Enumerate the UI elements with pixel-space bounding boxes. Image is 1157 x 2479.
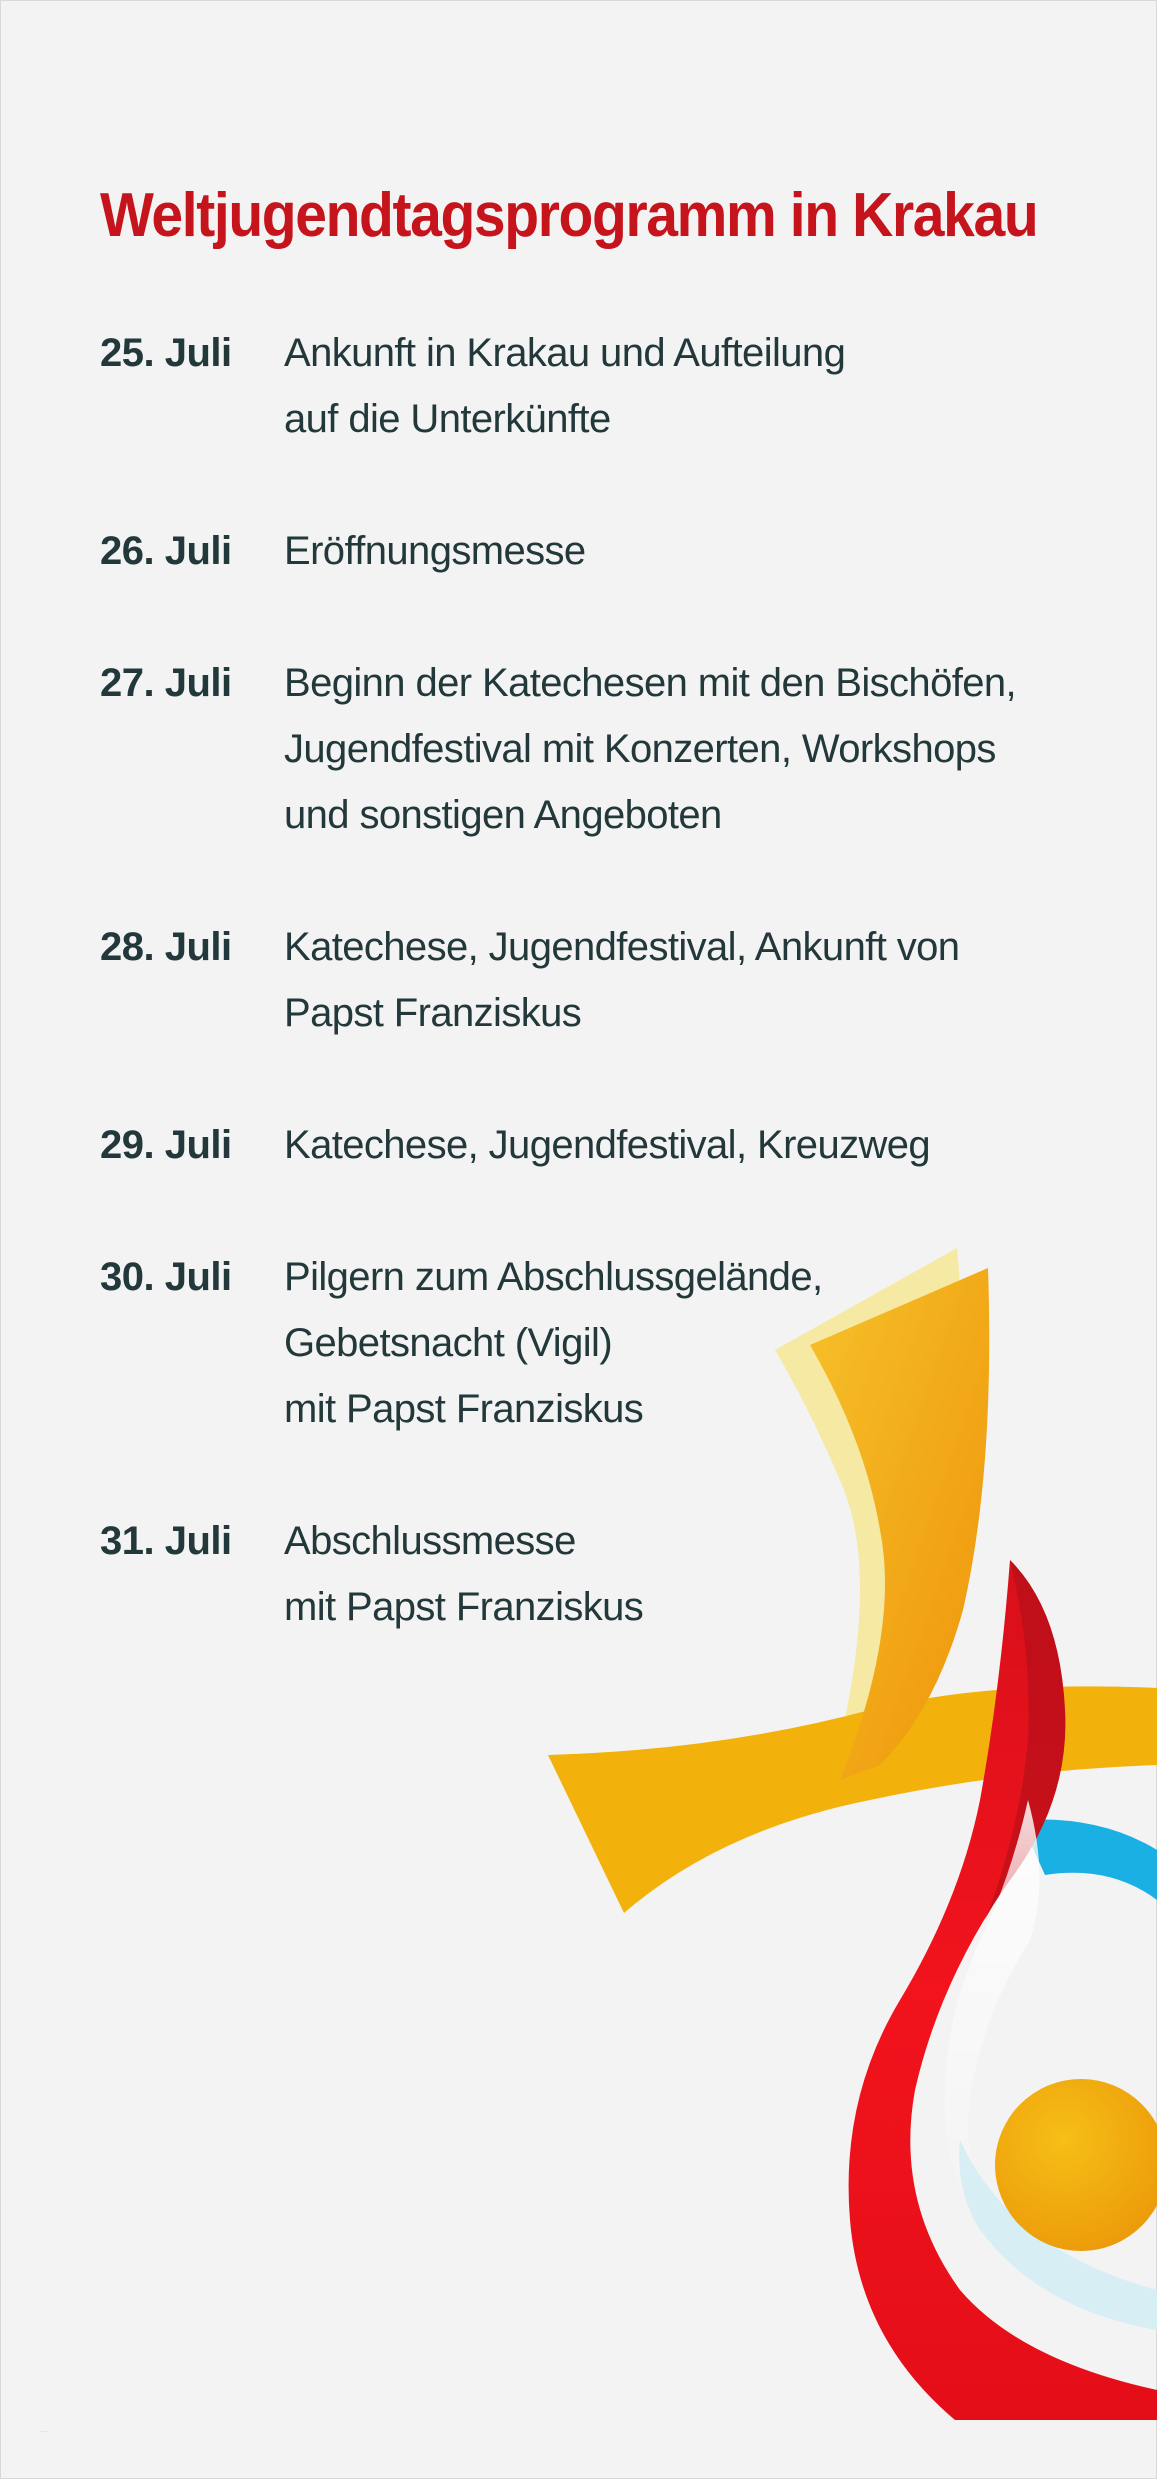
schedule-item bbox=[100, 650, 1050, 848]
description-line: Eröffnungsmesse bbox=[284, 529, 586, 573]
page-title: Weltjugendtagsprogramm in Krakau bbox=[100, 181, 1038, 250]
description-line: und sonstigen Angeboten bbox=[284, 793, 722, 837]
schedule-description bbox=[284, 518, 1050, 584]
description-line: Beginn der Katechesen mit den Bischöfen, bbox=[284, 661, 1017, 705]
schedule-description bbox=[284, 650, 1050, 848]
schedule-date: 28. Juli bbox=[100, 925, 232, 969]
description-line: Jugendfestival mit Konzerten, Workshops bbox=[284, 727, 996, 771]
schedule-date: 29. Juli bbox=[100, 1123, 232, 1167]
schedule-item bbox=[100, 914, 1050, 1046]
description-line: Ankunft in Krakau und Aufteilung bbox=[284, 331, 846, 375]
schedule-item bbox=[100, 320, 1050, 452]
description-line: mit Papst Franziskus bbox=[284, 1585, 644, 1629]
schedule-date: 25. Juli bbox=[100, 331, 232, 375]
description-line: Katechese, Jugendfestival, Kreuzweg bbox=[284, 1123, 931, 1167]
schedule-description bbox=[284, 1112, 1050, 1178]
description-line: Papst Franziskus bbox=[284, 991, 582, 1035]
logo-blue-arc bbox=[1020, 1819, 1157, 1900]
schedule-date: 31. Juli bbox=[100, 1519, 232, 1563]
schedule-description bbox=[284, 914, 1050, 1046]
world-youth-day-logo bbox=[540, 1240, 1157, 2420]
description-line: Katechese, Jugendfestival, Ankunft von bbox=[284, 925, 960, 969]
description-line: mit Papst Franziskus bbox=[284, 1387, 644, 1431]
schedule-date: 26. Juli bbox=[100, 529, 232, 573]
footnote: ... bbox=[40, 2424, 48, 2434]
description-line: Abschlussmesse bbox=[284, 1519, 576, 1563]
schedule-description bbox=[284, 320, 1050, 452]
schedule-item bbox=[100, 1112, 1050, 1178]
schedule-date: 30. Juli bbox=[100, 1255, 232, 1299]
logo-cross-bar bbox=[548, 1686, 1157, 1913]
schedule-date: 27. Juli bbox=[100, 661, 232, 705]
description-line: Pilgern zum Abschlussgelände, bbox=[284, 1255, 823, 1299]
description-line: Gebetsnacht (Vigil) bbox=[284, 1321, 613, 1365]
schedule-item bbox=[100, 518, 1050, 584]
description-line: auf die Unterkünfte bbox=[284, 397, 611, 441]
